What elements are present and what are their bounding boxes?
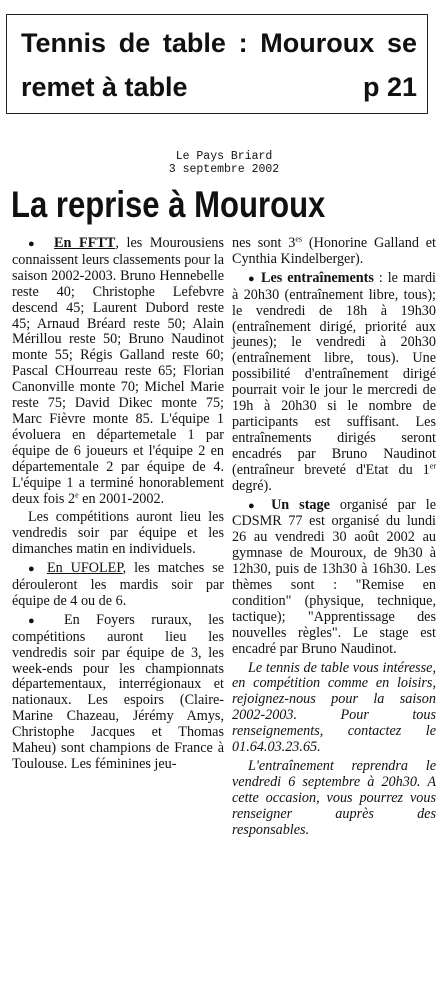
lead-ufolep: En UFOLEP: [46, 560, 123, 577]
publication-date: 3 septembre 2002: [168, 163, 280, 176]
paragraph-stage: [232, 498, 436, 658]
text-entrainements-end: degré).: [232, 477, 272, 494]
text-foyers-ruraux: En Foyers ruraux, les compétitions auront lieu les vendredis soir par équipe de 3, les week-ends pour les championnats départementaux, interrégionaux et nationaux. Les espoirs (Claire-Marine Chazeau, Jérémy Amys, Christophe Jacques et Thomas Maheu) sont champions de France à Toulouse. Les féminines jeu-: [12, 611, 225, 772]
bullet-icon: ●: [28, 614, 48, 627]
paragraph-ufolep: [12, 561, 224, 610]
sup-3es: es: [295, 234, 303, 244]
paragraph-entrainements: [232, 271, 436, 495]
paragraph-fftt: [12, 236, 224, 507]
text-fftt-end: en 2001-2002.: [78, 490, 165, 507]
paragraph-foyers-ruraux: [12, 613, 224, 773]
right-column: [232, 236, 436, 842]
header-title-line1: Tennis de table : Mouroux se: [21, 28, 417, 58]
bullet-icon: ●: [28, 563, 40, 576]
sup-1er: er: [429, 460, 436, 470]
header-box: [6, 14, 428, 114]
lead-stage: Un stage: [271, 496, 330, 513]
bullet-icon: ●: [248, 499, 262, 512]
left-column: [12, 236, 224, 776]
bullet-icon: ●: [28, 238, 39, 250]
paragraph-reprise: L'entraînement reprendra le vendredi 6 septembre à 20h30. A cette occasion, vous pourrez vous renseigner auprès des responsables.: [232, 758, 436, 838]
lead-fftt: En FFTT: [54, 235, 116, 251]
text-ufolep: , les matches se dérouleront les mardis soir par équipe de 4 ou de 6.: [12, 560, 225, 609]
text-entrainements: : le mardi à 20h30 (entraînement libre, tous); le vendredi de 18h à 19h30 (entraînement dirigé, priorité aux jeunes); le vendredi à 20h30 (entraînement libre, tous). Une possibilité d'entraînement dirigé pourrait voir le jour le mercredi de 19h à 20h30 si le nombre de participants est suffisant. Les entraînements dirigés seront encadrés par Bruno Naudinot (entraîneur breveté d'Etat du 1: [232, 269, 436, 478]
paragraph-contact: Le tennis de table vous intéresse, en compétition comme en loisirs, rejoignez-nous pour la saison 2002-2003. Pour tous renseignements, contactez le 01.64.03.23.65.: [232, 659, 436, 756]
sup-2e: e: [75, 489, 79, 499]
header-title-line2: remet à table: [21, 72, 188, 102]
paragraph-feminines: [232, 236, 436, 268]
lead-entrainements: Les entraînements: [261, 269, 374, 286]
text-stage: organisé par le CDSMR 77 est organisé du lundi 26 au vendredi 30 août 2002 au gymnase de Mouroux, de 9h30 à 12h30, puis de 13h30 à 16h30. Les thèmes sont : "Remise en condition" (physique, technique, tactique); "Apprentissage des nouvelles règles". Le stage est encadré par Bruno Naudinot.: [232, 496, 436, 657]
paragraph-competitions: Les compétitions auront lieu les vendredis soir par équipe et les dimanches matin en individuels.: [12, 509, 224, 558]
article-headline: La reprise à Mouroux: [11, 184, 326, 225]
text-feminines-end: (Honorine Galland et Cynthia Kindelberger).: [232, 235, 436, 267]
publication-name: Le Pays Briard: [175, 150, 273, 163]
text-feminines: nes sont 3: [232, 235, 296, 251]
page-reference: p 21: [362, 72, 417, 102]
text-fftt: , les Mourousiens connaissent leurs classements pour la saison 2002-2003. Bruno Hennebelle reste 40; Christophe Lefebvre descend 45; Laurent Dubord reste 45; Arnaud Bréard reste 50; Alain Mérillou reste 50; Bruno Naudinot monte 55; Régis Galland reste 60; Pascal CHourreau reste 65; Florian Canonville monte 70; Michel Marie reste 75; David Dikec monte 75; Marc Fièvre monte 85. L'équipe 1 évoluera en départemetale 1 par équipe de 6 joueurs et l'équipe 2 en départementale 2 par équipe de 4. L'équipe 1 a terminé honorablement deux fois 2: [12, 235, 224, 507]
bullet-icon: ●: [248, 272, 257, 285]
